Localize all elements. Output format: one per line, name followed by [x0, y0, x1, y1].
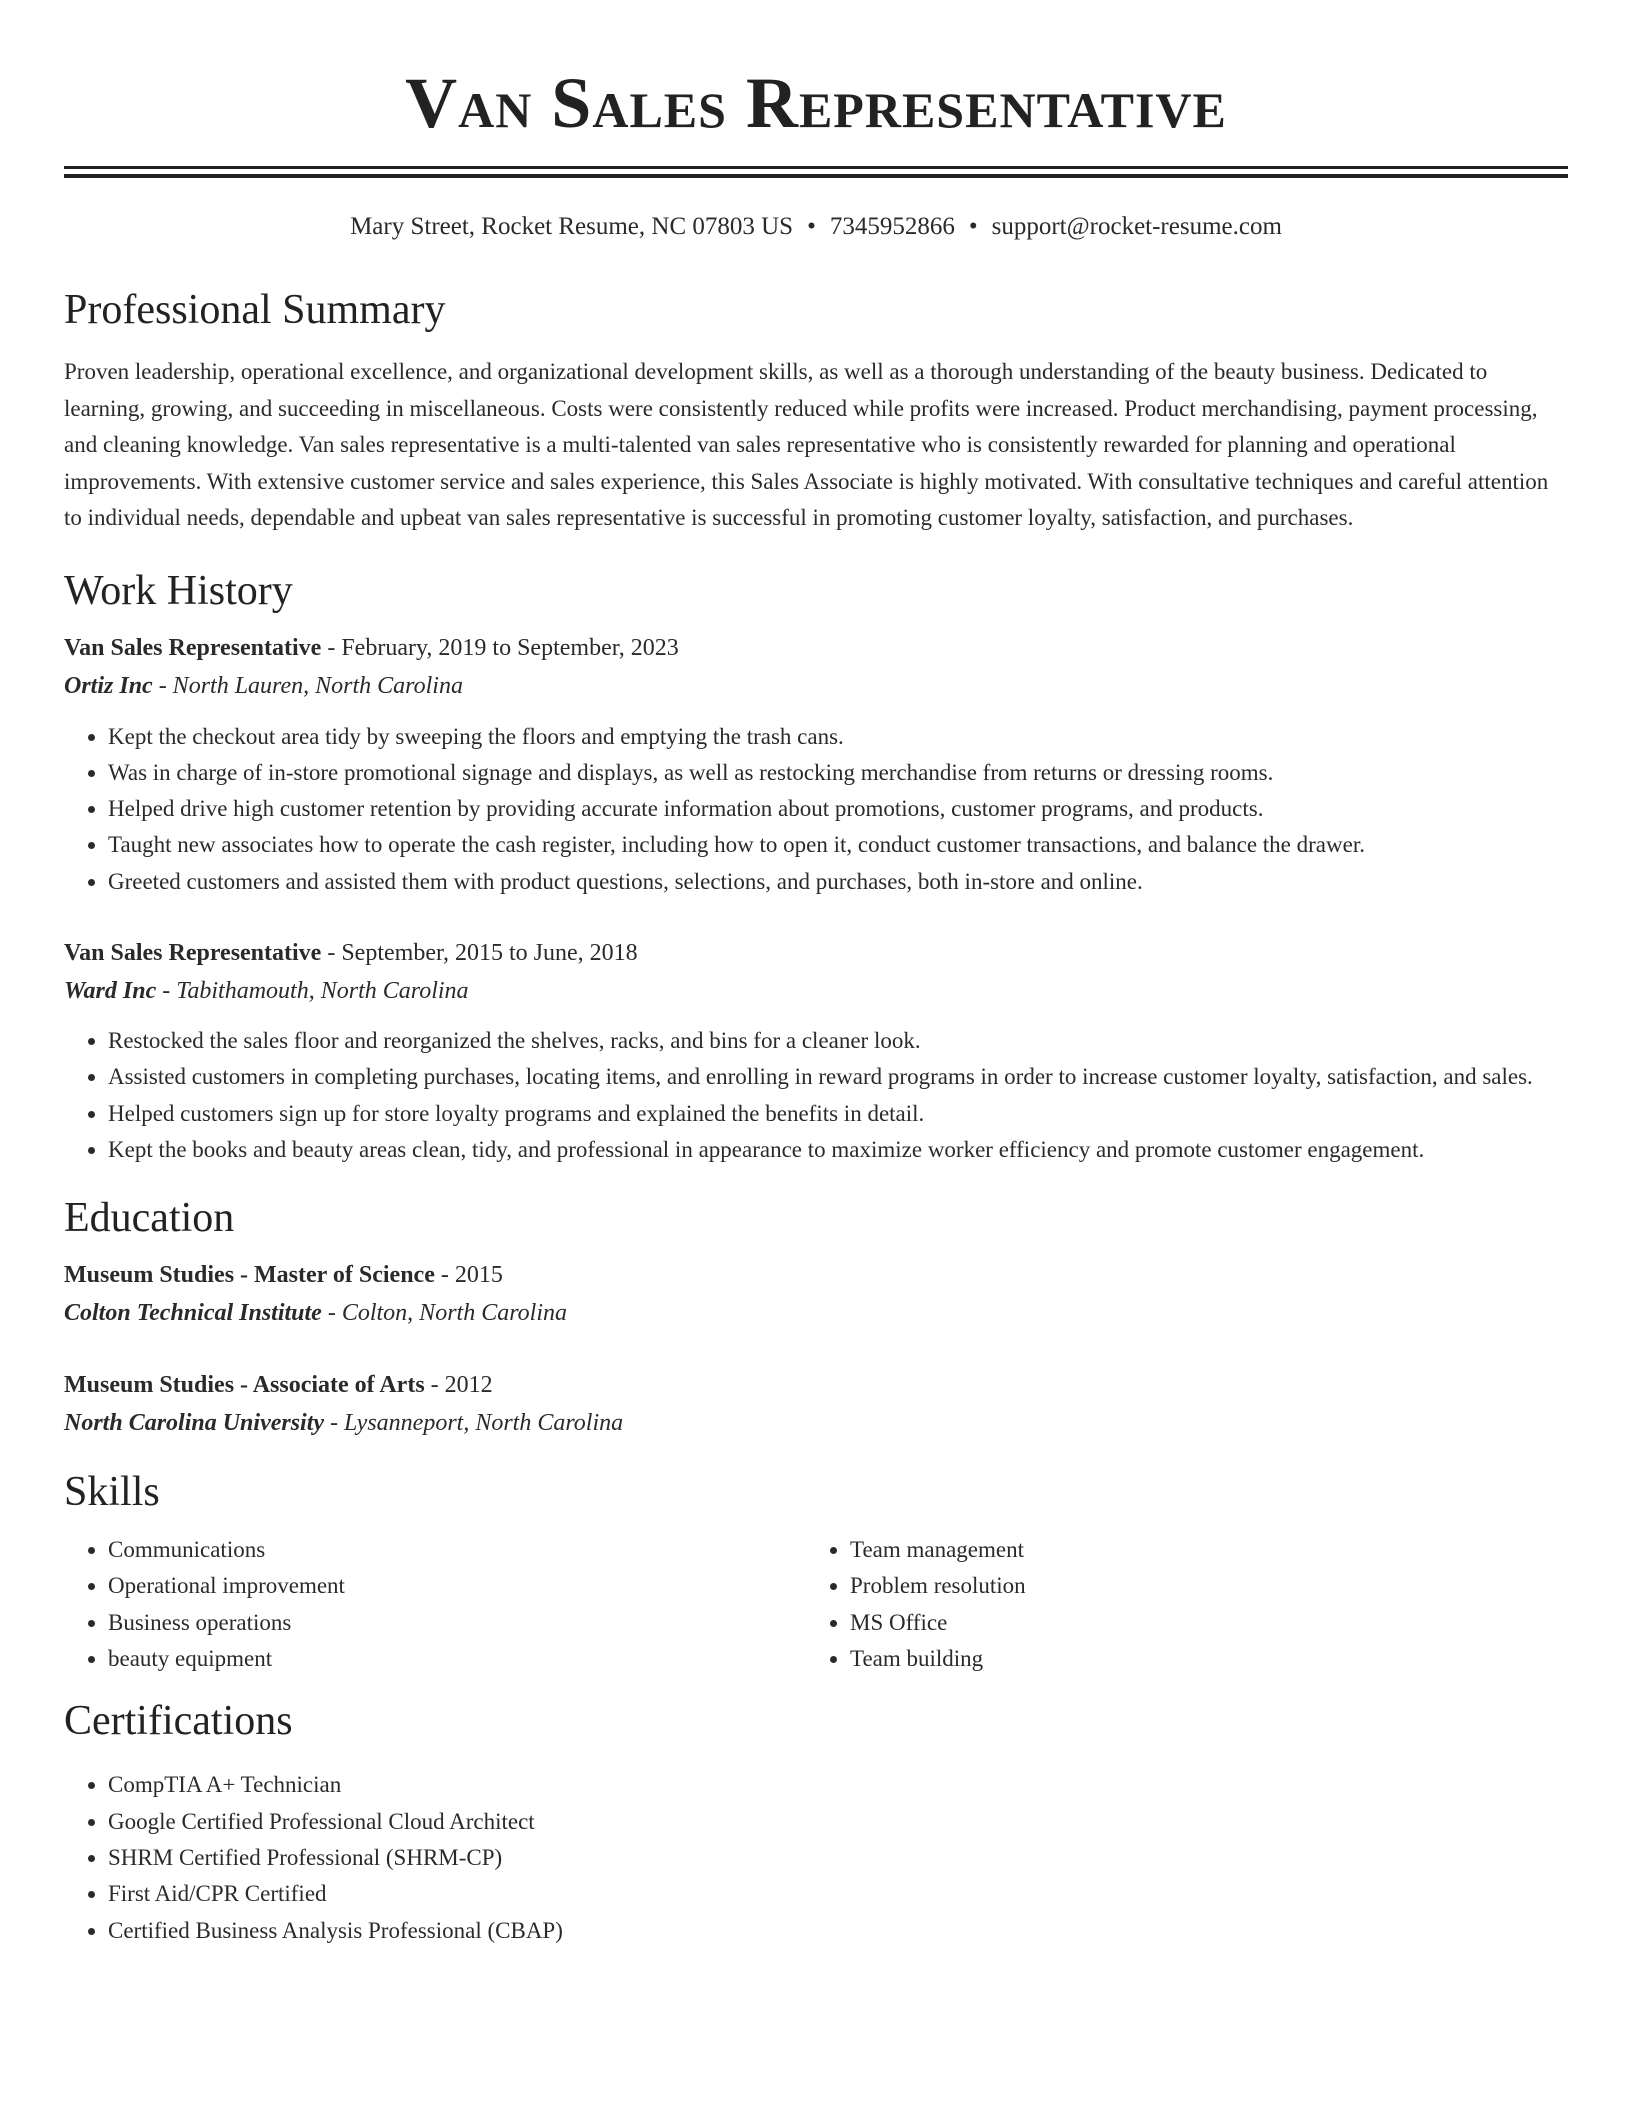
job-duty: • Helped customers sign up for store loyalty programs and explained the benefits in detail.: [108, 1096, 1568, 1132]
job-location: - Tabithamouth, North Carolina: [156, 977, 469, 1004]
work-history-heading: Work History: [64, 567, 293, 614]
school-name: Colton Technical Institute: [64, 1300, 322, 1327]
education-heading: Education: [64, 1195, 235, 1242]
job-duty: • Helped drive high customer retention by providing accurate information about promotions, customer programs, and products.: [108, 791, 1568, 827]
skills-heading: Skills: [64, 1469, 160, 1516]
job-duty: • Assisted customers in completing purchases, locating items, and enrolling in reward programs in order to increase customer loyalty, satisfaction, and sales.: [108, 1059, 1568, 1095]
skill-item: • Operational improvement: [108, 1568, 806, 1604]
job-title: Van Sales Representative: [64, 939, 322, 966]
job-entry: [64, 629, 1568, 900]
summary-heading: Professional Summary: [64, 287, 446, 333]
job-entry: [64, 934, 1568, 1168]
certifications-list: [64, 1767, 1568, 1948]
contact-email: support@rocket-resume.com: [991, 213, 1282, 240]
degree-name: Museum Studies - Master of Science: [64, 1262, 435, 1289]
job-duty: • Taught new associates how to operate the cash register, including how to open it, conduct customer transactions, and balance the drawer.: [108, 827, 1568, 863]
resume-title: Van Sales Representative: [405, 63, 1227, 143]
school-location: - Colton, North Carolina: [321, 1300, 567, 1327]
job-duties-list: [64, 719, 1568, 900]
school-line: [64, 1404, 1568, 1442]
title-divider-bottom: [64, 174, 1568, 178]
job-duty: • Kept the checkout area tidy by sweeping the floors and emptying the trash cans.: [108, 719, 1568, 755]
education-entry: [64, 1256, 1568, 1332]
skills-grid: [64, 1532, 1568, 1677]
skill-item: • Problem resolution: [850, 1568, 1548, 1604]
contact-address: Mary Street, Rocket Resume, NC 07803 US: [350, 213, 794, 240]
job-duty: • Kept the books and beauty areas clean, tidy, and professional in appearance to maximize worker efficiency and promote customer engagement.: [108, 1132, 1568, 1168]
skill-item: • Communications: [108, 1532, 806, 1568]
job-dates: - February, 2019 to September, 2023: [321, 634, 679, 661]
job-duty: • Greeted customers and assisted them with product questions, selections, and purchases, both in-store and online.: [108, 864, 1568, 900]
school-name: North Carolina University: [64, 1410, 325, 1437]
job-title-line: [64, 629, 1568, 667]
skills-list: [64, 1532, 806, 1677]
skill-item: • Team building: [850, 1641, 1548, 1677]
job-location: - North Lauren, North Carolina: [152, 672, 463, 699]
certification-item: • Certified Business Analysis Professional (CBAP): [108, 1913, 1568, 1949]
title-divider-top: [64, 166, 1568, 169]
job-title: Van Sales Representative: [64, 634, 322, 661]
skills-list: [806, 1532, 1548, 1677]
job-title-line: [64, 934, 1568, 972]
job-company: Ortiz Inc: [64, 672, 153, 699]
contact-phone: 7345952866: [829, 213, 955, 240]
certification-item: • First Aid/CPR Certified: [108, 1876, 1568, 1912]
job-dates: - September, 2015 to June, 2018: [321, 939, 638, 966]
school-line: [64, 1294, 1568, 1332]
certification-item: • CompTIA A+ Technician: [108, 1767, 1568, 1803]
skill-item: • Team management: [850, 1532, 1548, 1568]
skills-column-left: [64, 1532, 806, 1677]
degree-year: - 2015: [434, 1262, 503, 1289]
job-company-line: [64, 667, 1568, 705]
job-duties-list: [64, 1023, 1568, 1168]
skill-item: • MS Office: [850, 1605, 1548, 1641]
job-company: Ward Inc: [64, 977, 157, 1004]
education-entry: [64, 1366, 1568, 1442]
job-company-line: [64, 972, 1568, 1010]
contact-line: [64, 212, 1568, 242]
job-duty: • Was in charge of in-store promotional signage and displays, as well as restocking merchandise from returns or dressing rooms.: [108, 755, 1568, 791]
skills-column-right: [806, 1532, 1548, 1677]
skill-item: • Business operations: [108, 1605, 806, 1641]
certifications-heading: Certifications: [64, 1698, 293, 1745]
contact-separator: •: [968, 213, 978, 240]
degree-line: [64, 1366, 1568, 1404]
degree-name: Museum Studies - Associate of Arts: [64, 1372, 425, 1399]
summary-text: Proven leadership, operational excellence, and organizational development skills, as well as a thorough understanding of the beauty business. Dedicated to learning, growing, and succeeding in miscellaneous. Costs were consistently reduced while profits were increased. Product merchandising, payment processing, and cleaning knowledge. Van sales representative is a multi-talented van sales representative who is consistently rewarded for planning and operational improvements. With extensive customer service and sales experience, this Sales Associate is highly motivated. With consultative techniques and careful attention to individual needs, dependable and upbeat van sales representative is successful in promoting customer loyalty, satisfaction, and purchases.: [64, 359, 1549, 530]
degree-line: [64, 1256, 1568, 1294]
job-duty: • Restocked the sales floor and reorganized the shelves, racks, and bins for a cleaner look.: [108, 1023, 1568, 1059]
degree-year: - 2012: [424, 1372, 493, 1399]
school-location: - Lysanneport, North Carolina: [324, 1410, 624, 1437]
skill-item: • beauty equipment: [108, 1641, 806, 1677]
certification-item: • SHRM Certified Professional (SHRM-CP): [108, 1840, 1568, 1876]
contact-separator: •: [807, 213, 816, 240]
certification-item: • Google Certified Professional Cloud Architect: [108, 1804, 1568, 1840]
